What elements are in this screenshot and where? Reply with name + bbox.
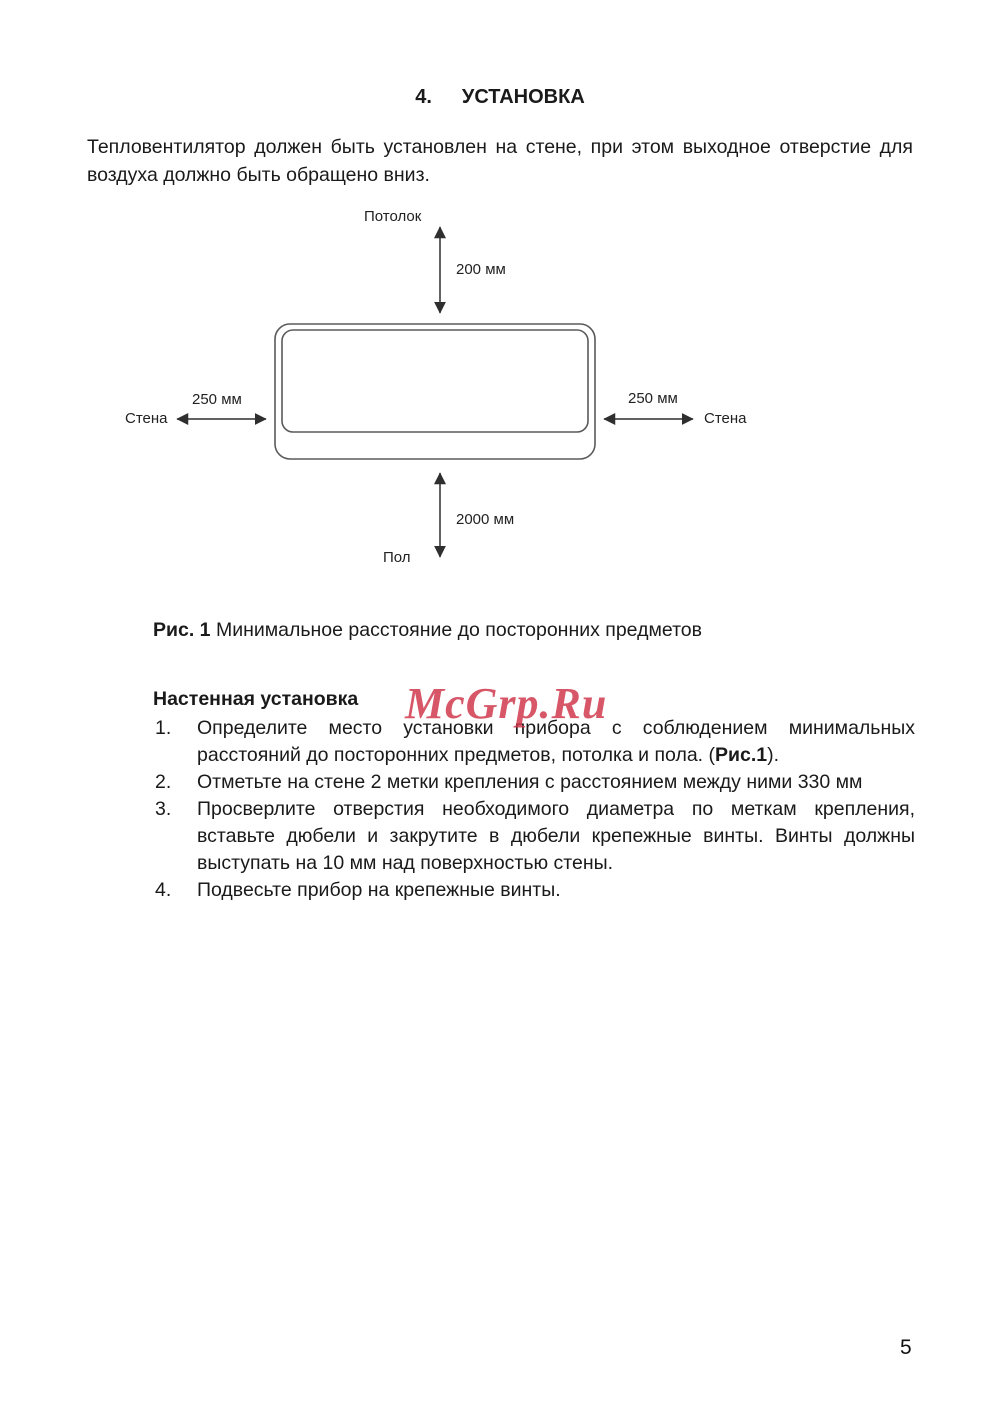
label-bottom-distance: 2000 мм	[456, 511, 515, 528]
list-item-text: Подвесьте прибор на крепежные винты.	[197, 879, 561, 901]
list-item-text: Просверлите отверстия необходимого диаметра по меткам крепления, вставьте дюбели и закрутите в дюбели крепежные винты. Винты должны выступать на 10 мм над поверхностью стены.	[197, 798, 915, 874]
title-number: 4.	[415, 86, 432, 108]
label-right-distance: 250 мм	[628, 390, 678, 407]
label-wall-left: Стена	[125, 410, 168, 427]
title-text: УСТАНОВКА	[461, 86, 585, 108]
label-top-distance: 200 мм	[456, 261, 506, 278]
list-item-number: 2.	[155, 771, 172, 793]
label-floor: Пол	[383, 549, 411, 566]
list-item-text-pre: Определите место установки прибора с соблюдением минимальных расстояний до посторонних предметов, потолка и пола. (	[197, 717, 915, 766]
list-item	[155, 715, 915, 769]
figure-caption-number: Рис. 1	[153, 619, 211, 641]
label-ceiling: Потолок	[364, 208, 422, 225]
installation-steps	[155, 715, 915, 904]
heater-outline	[275, 324, 595, 459]
page-number: 5	[900, 1336, 912, 1359]
list-item	[155, 877, 915, 904]
installation-diagram	[0, 207, 1000, 569]
intro-paragraph: Тепловентилятор должен быть установлен на стене, при этом выходное отверстие для воздуха должно быть обращено вниз.	[87, 136, 913, 186]
page-title	[0, 0, 1000, 109]
list-item	[155, 769, 915, 796]
list-item-number: 4.	[155, 879, 172, 901]
list-item	[155, 796, 915, 877]
list-item-text-post: ).	[767, 744, 780, 766]
watermark: McGrp.Ru	[405, 679, 608, 728]
figure-caption-text: Минимальное расстояние до посторонних предметов	[210, 619, 703, 641]
list-item-text: Отметьте на стене 2 метки крепления с расстоянием между ними 330 мм	[197, 771, 863, 793]
section-heading: Настенная установка	[153, 688, 359, 710]
list-item-text-bold: Рис.1	[715, 744, 768, 766]
label-left-distance: 250 мм	[192, 391, 242, 408]
list-item-text	[197, 715, 915, 769]
list-item-number: 1.	[155, 717, 172, 739]
list-item-number: 3.	[155, 798, 172, 820]
label-wall-right: Стена	[704, 410, 747, 427]
figure-caption	[153, 619, 1000, 642]
dimension-arrows	[177, 227, 693, 557]
